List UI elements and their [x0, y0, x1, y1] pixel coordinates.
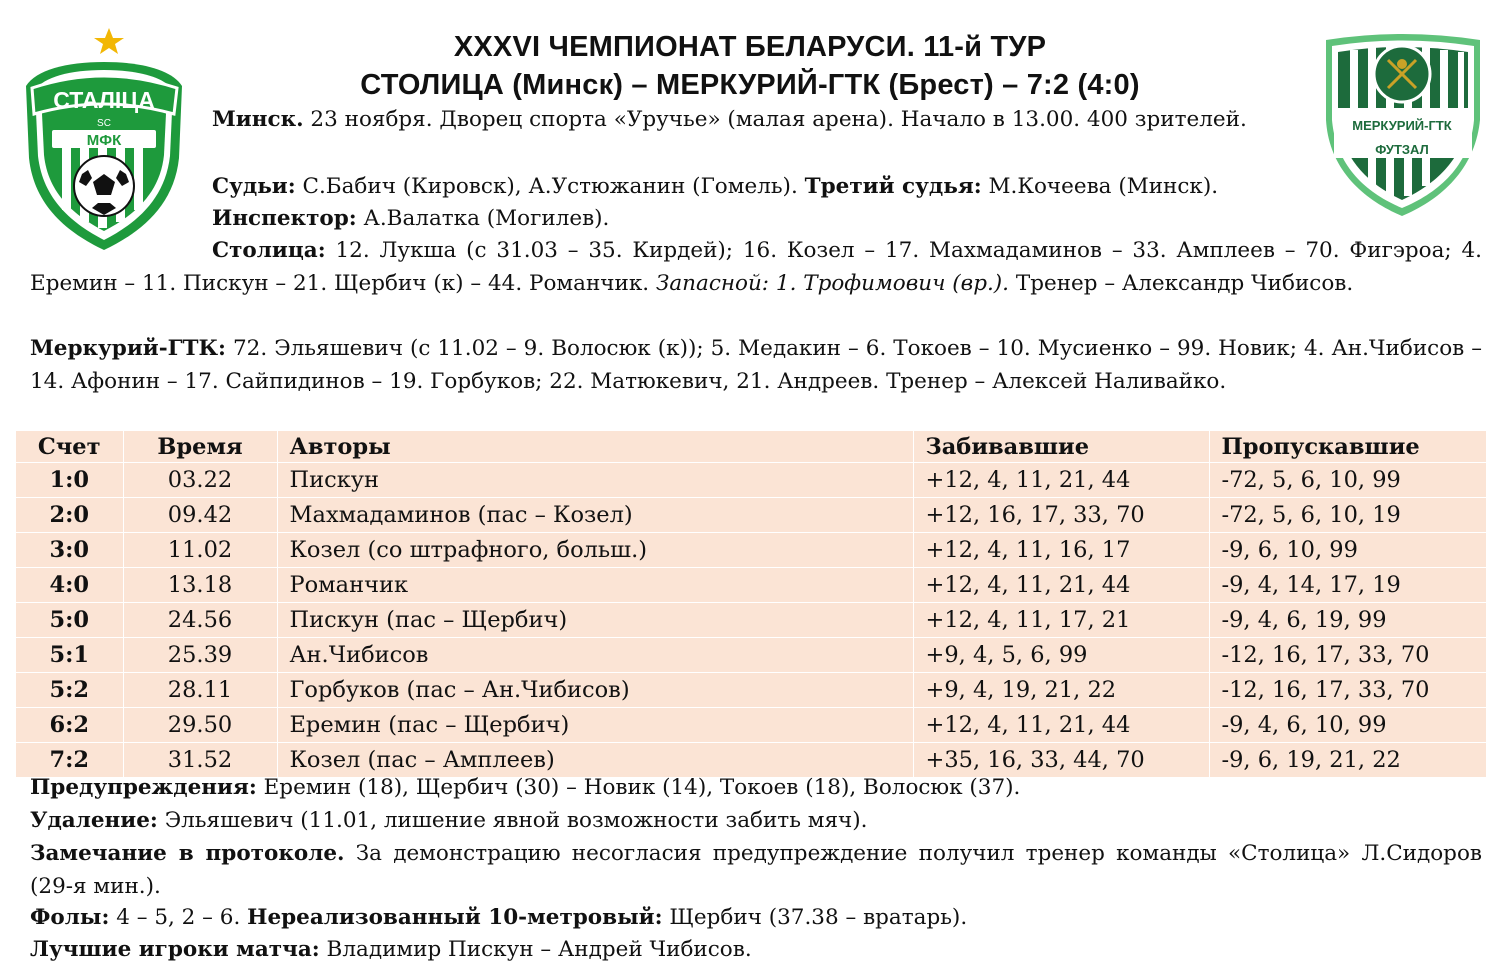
cell-minus: -9, 4, 6, 10, 99 [1209, 708, 1486, 743]
protocol-remark: Замечание в протоколе. За демонстрацию несогласия предупреждение получил тренер команды «Столица» Л.Сидоров (29-я мин.). [30, 841, 1482, 899]
inspector: Инспектор: А.Валатка (Могилев). [212, 206, 610, 231]
stolica-lineup: Столица: 12. Лукша (с 31.03 – 35. Кирдей); 16. Козел – 17. Махмадаминов – 33. Амплеев – 70. Фигэроа; 4. Еремин – 11. Пискун – 21. Щербич (к) – 44. Романчик. Запасной: 1. Трофимович (вр.). Тренер – Александр Чибисов. [30, 238, 1482, 296]
cell-score: 5:2 [16, 673, 123, 708]
cell-time: 03.22 [123, 463, 277, 498]
star-icon [94, 28, 124, 54]
cell-plus: +12, 4, 11, 21, 44 [913, 708, 1209, 743]
stolica-logo [22, 28, 187, 253]
cell-authors: Еремин (пас – Щербич) [277, 708, 913, 743]
best-players: Лучшие игроки матча: Владимир Пискун – Андрей Чибисов. [30, 937, 752, 962]
cell-authors: Козел (со штрафного, больш.) [277, 533, 913, 568]
cell-time: 24.56 [123, 603, 277, 638]
cell-minus: -9, 6, 19, 21, 22 [1209, 743, 1486, 778]
cell-score: 2:0 [16, 498, 123, 533]
cell-authors: Романчик [277, 568, 913, 603]
stolica-logo-text: СТАЛIЦА [53, 87, 155, 113]
cell-time: 09.42 [123, 498, 277, 533]
cell-plus: +9, 4, 5, 6, 99 [913, 638, 1209, 673]
svg-text:SC: SC [97, 118, 111, 129]
cell-minus: -9, 4, 14, 17, 19 [1209, 568, 1486, 603]
warnings: Предупреждения: Еремин (18), Щербич (30) – Новик (14), Токоев (18), Волосюк (37). [30, 775, 1021, 800]
table-row [16, 638, 1486, 673]
cell-minus: -12, 16, 17, 33, 70 [1209, 673, 1486, 708]
match-title: СТОЛИЦА (Минск) – МЕРКУРИЙ-ГТК (Брест) – 7:2 (4:0) [360, 69, 1140, 101]
cell-plus: +12, 4, 11, 21, 44 [913, 568, 1209, 603]
cell-minus: -9, 6, 10, 99 [1209, 533, 1486, 568]
cell-authors: Горбуков (пас – Ан.Чибисов) [277, 673, 913, 708]
header-plus: Забивавшие [913, 431, 1209, 463]
cell-time: 13.18 [123, 568, 277, 603]
merkury-gtk-logo [1320, 30, 1485, 220]
fouls: Фолы: 4 – 5, 2 – 6. Нереализованный 10-метровый: Щербич (37.38 – вратарь). [30, 905, 968, 930]
cell-authors: Махмадаминов (пас – Козел) [277, 498, 913, 533]
cell-score: 3:0 [16, 533, 123, 568]
header-authors: Авторы [277, 431, 913, 463]
cell-plus: +12, 4, 11, 16, 17 [913, 533, 1209, 568]
cell-minus: -12, 16, 17, 33, 70 [1209, 638, 1486, 673]
table-row [16, 568, 1486, 603]
championship-title: XXXVI ЧЕМПИОНАТ БЕЛАРУСИ. 11-й ТУР [453, 31, 1047, 63]
table-row [16, 603, 1486, 638]
header-time: Время [123, 431, 277, 463]
cell-time: 29.50 [123, 708, 277, 743]
cell-authors: Пискун [277, 463, 913, 498]
cell-plus: +9, 4, 19, 21, 22 [913, 673, 1209, 708]
cell-plus: +12, 4, 11, 17, 21 [913, 603, 1209, 638]
football-icon [74, 156, 134, 216]
cell-score: 5:1 [16, 638, 123, 673]
match-venue: Минск. 23 ноября. Дворец спорта «Уручье» (малая арена). Начало в 13.00. 400 зрителей. [212, 107, 1247, 132]
cell-score: 7:2 [16, 743, 123, 778]
svg-text:ФУТЗАЛ: ФУТЗАЛ [1375, 142, 1429, 157]
table-row [16, 533, 1486, 568]
cell-plus: +12, 16, 17, 33, 70 [913, 498, 1209, 533]
header-score: Счет [37, 433, 101, 460]
cell-score: 4:0 [16, 568, 123, 603]
table-row [16, 708, 1486, 743]
merkury-lineup: Меркурий-ГТК: 72. Эльяшевич (с 11.02 – 9. Волосюк (к)); 5. Медакин – 6. Токоев – 10. Мусиенко – 99. Новик; 4. Ан.Чибисов – 14. Афонин – 17. Сайпидинов – 19. Горбуков; 22. Матюкевич, 21. Андреев. Тренер – Алексей Наливайко. [30, 336, 1482, 394]
cell-plus: +35, 16, 33, 44, 70 [913, 743, 1209, 778]
goals-table-header [16, 431, 1486, 463]
goals-table [16, 431, 1486, 777]
referees: Судьи: С.Бабич (Кировск), А.Устюжанин (Гомель). Третий судья: М.Кочеева (Минск). [212, 174, 1219, 199]
header-minus: Пропускавшие [1209, 431, 1486, 463]
table-row [16, 498, 1486, 533]
svg-text:МФК: МФК [86, 132, 122, 149]
cell-minus: -72, 5, 6, 10, 99 [1209, 463, 1486, 498]
cell-score: 6:2 [16, 708, 123, 743]
send-off: Удаление: Эльяшевич (11.01, лишение явной возможности забить мяч). [30, 808, 868, 833]
cell-time: 25.39 [123, 638, 277, 673]
cell-minus: -9, 4, 6, 19, 99 [1209, 603, 1486, 638]
merkury-logo-text: МЕРКУРИЙ-ГТК [1352, 118, 1452, 133]
cell-authors: Пискун (пас – Щербич) [277, 603, 913, 638]
cell-time: 11.02 [123, 533, 277, 568]
cell-plus: +12, 4, 11, 21, 44 [913, 463, 1209, 498]
cell-minus: -72, 5, 6, 10, 19 [1209, 498, 1486, 533]
cell-score: 5:0 [16, 603, 123, 638]
cell-authors: Козел (пас – Амплеев) [277, 743, 913, 778]
table-row [16, 463, 1486, 498]
cell-authors: Ан.Чибисов [277, 638, 913, 673]
table-row [16, 673, 1486, 708]
cell-time: 28.11 [123, 673, 277, 708]
cell-score: 1:0 [16, 463, 123, 498]
cell-time: 31.52 [123, 743, 277, 778]
